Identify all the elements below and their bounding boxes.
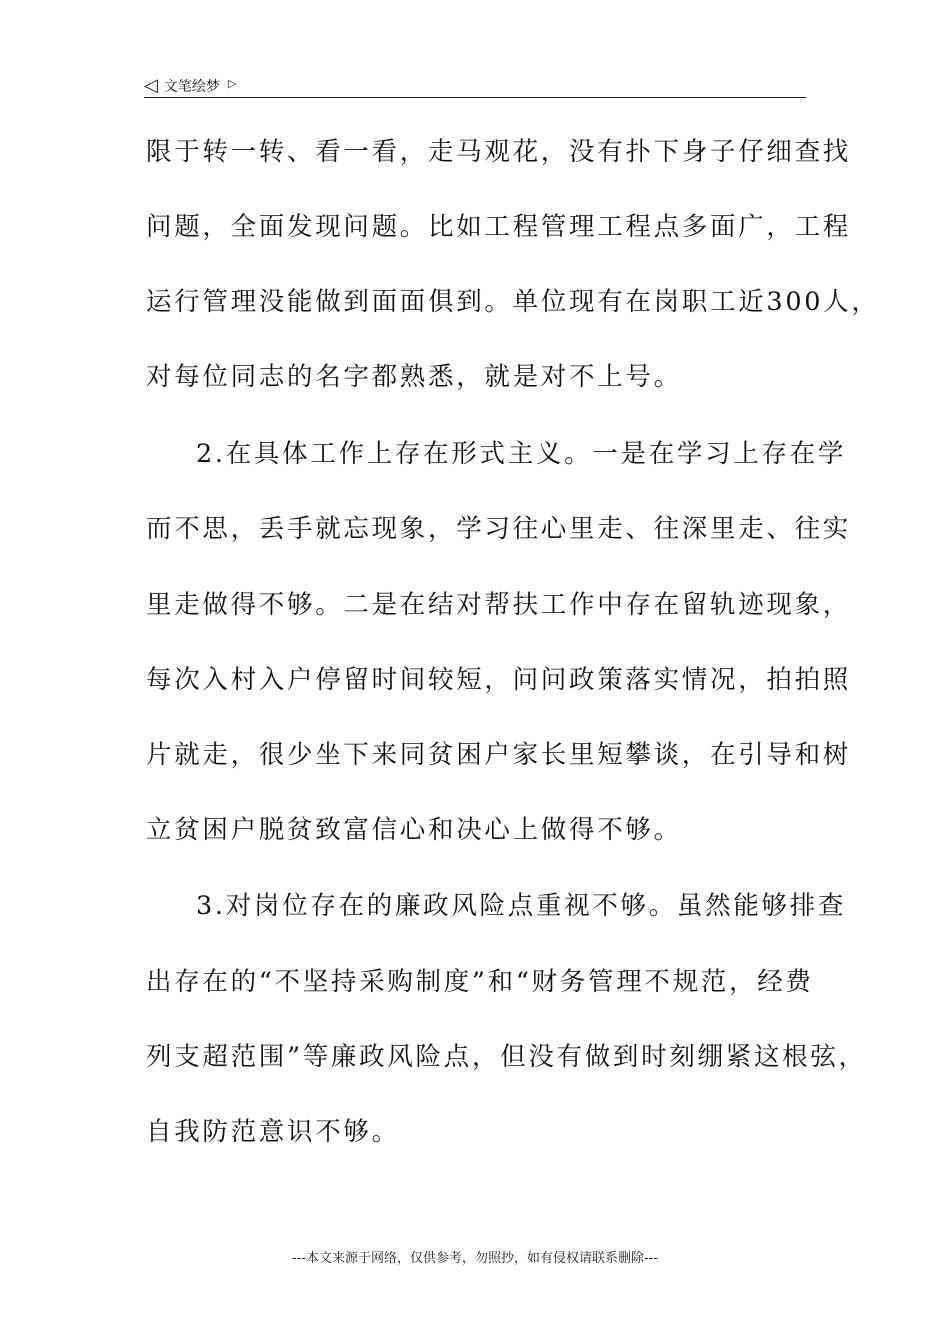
body-line: 里走做得不够。二是在结对帮扶工作中存在留轨迹现象， <box>146 590 852 620</box>
header-title: 文笔绘梦 <box>163 79 220 95</box>
body-line: 而不思，丢手就忘现象，学习往心里走、往深里走、往实 <box>146 514 852 544</box>
body-line: 列支超范围”等廉政风险点，但没有做到时刻绷紧这根弦， <box>146 1042 867 1072</box>
body-line: 限于转一转、看一看，走马观花，没有扑下身子仔细查找 <box>146 137 852 167</box>
page-footer-disclaimer: ---本文来源于网络，仅供参考，勿照抄，如有侵权请联系删除--- <box>291 1251 659 1266</box>
paragraph-start-line: 3.对岗位存在的廉政风险点重视不够。虽然能够排查 <box>196 891 847 921</box>
page-header <box>144 74 806 98</box>
body-line: 每次入村入户停留时间较短，问问政策落实情况，拍拍照 <box>146 665 852 695</box>
right-triangle-icon: ▷ <box>227 76 237 90</box>
body-line: 立贫困户脱贫致富信心和决心上做得不够。 <box>146 815 682 845</box>
paragraph-start-line: 2.在具体工作上存在形式主义。一是在学习上存在学 <box>196 439 847 469</box>
body-line: 出存在的“不坚持采购制度”和“财务管理不规范，经费 <box>146 967 814 997</box>
body-line: 片就走，很少坐下来同贫困户家长里短攀谈，在引导和树 <box>146 740 852 770</box>
body-line: 对每位同志的名字都熟悉，就是对不上号。 <box>146 362 682 392</box>
body-line: 运行管理没能做到面面俱到。单位现有在岗职工近300人， <box>146 287 880 317</box>
body-line: 问题，全面发现问题。比如工程管理工程点多面广，工程 <box>146 212 852 242</box>
left-triangle-icon: ◁ <box>144 75 158 96</box>
header-divider <box>144 97 806 98</box>
body-line: 自我防范意识不够。 <box>146 1117 400 1147</box>
